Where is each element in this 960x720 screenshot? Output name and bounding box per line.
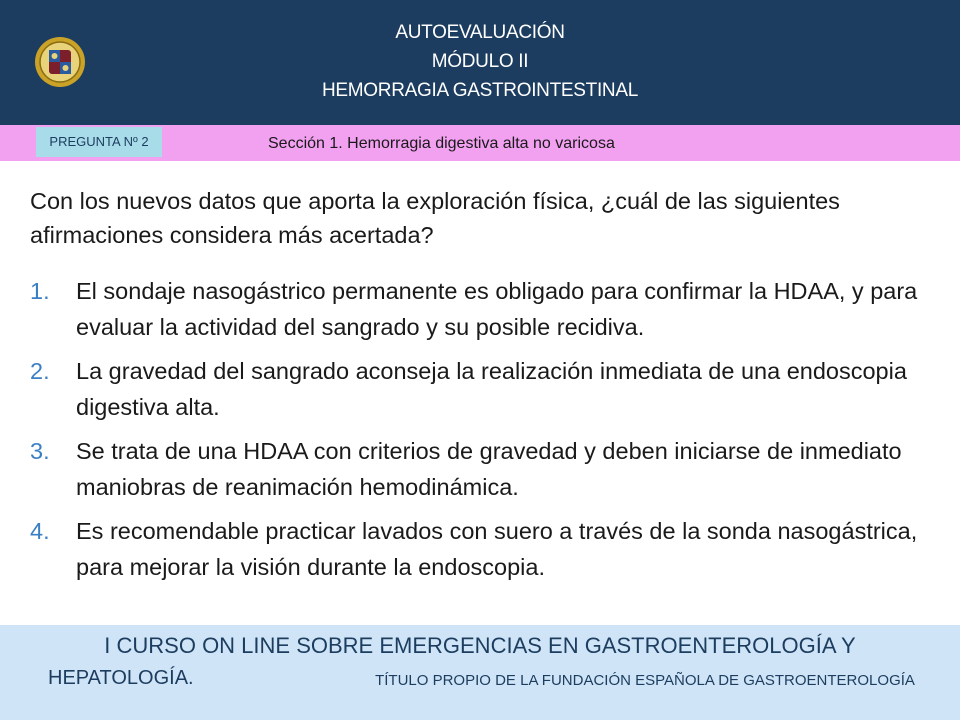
option-number: 2. xyxy=(30,358,50,384)
header-banner xyxy=(0,0,960,125)
question-text: Con los nuevos datos que aporta la exploración física, ¿cuál de las siguientes afirmaciones considera más acertada? xyxy=(30,188,840,248)
answer-options-list xyxy=(30,273,935,593)
option-number: 4. xyxy=(30,518,50,544)
university-seal-icon xyxy=(34,36,86,88)
answer-option-1[interactable] xyxy=(30,273,935,345)
option-number: 3. xyxy=(30,438,50,464)
header-title-line2: MÓDULO II xyxy=(431,51,529,72)
header-title xyxy=(200,18,760,105)
header-title-line1: AUTOEVALUACIÓN xyxy=(395,22,565,43)
answer-option-2[interactable] xyxy=(30,353,935,425)
option-text: Es recomendable practicar lavados con suero a través de la sonda nasogástrica, para mejorar la visión durante la endoscopia. xyxy=(76,518,918,580)
answer-option-4[interactable] xyxy=(30,513,935,585)
footer-foundation-title: TÍTULO PROPIO DE LA FUNDACIÓN ESPAÑOLA DE GASTROENTEROLOGÍA xyxy=(375,672,915,689)
section-title: Sección 1. Hemorragia digestiva alta no varicosa xyxy=(268,135,615,152)
option-text: La gravedad del sangrado aconseja la realización inmediata de una endoscopia digestiva alta. xyxy=(76,358,907,420)
footer-course-title-cont: HEPATOLOGÍA. xyxy=(48,667,194,689)
option-text: El sondaje nasogástrico permanente es obligado para confirmar la HDAA, y para evaluar la actividad del sangrado y su posible recidiva. xyxy=(76,278,918,340)
question-number-badge: PREGUNTA Nº 2 xyxy=(36,127,162,157)
footer-course-title: I CURSO ON LINE SOBRE EMERGENCIAS EN GASTROENTEROLOGÍA Y xyxy=(104,633,856,658)
header-title-line3: HEMORRAGIA GASTROINTESTINAL xyxy=(321,80,638,101)
option-number: 1. xyxy=(30,278,50,304)
answer-option-3[interactable] xyxy=(30,433,935,505)
option-text: Se trata de una HDAA con criterios de gravedad y deben iniciarse de inmediato maniobras de reanimación hemodinámica. xyxy=(76,438,902,500)
